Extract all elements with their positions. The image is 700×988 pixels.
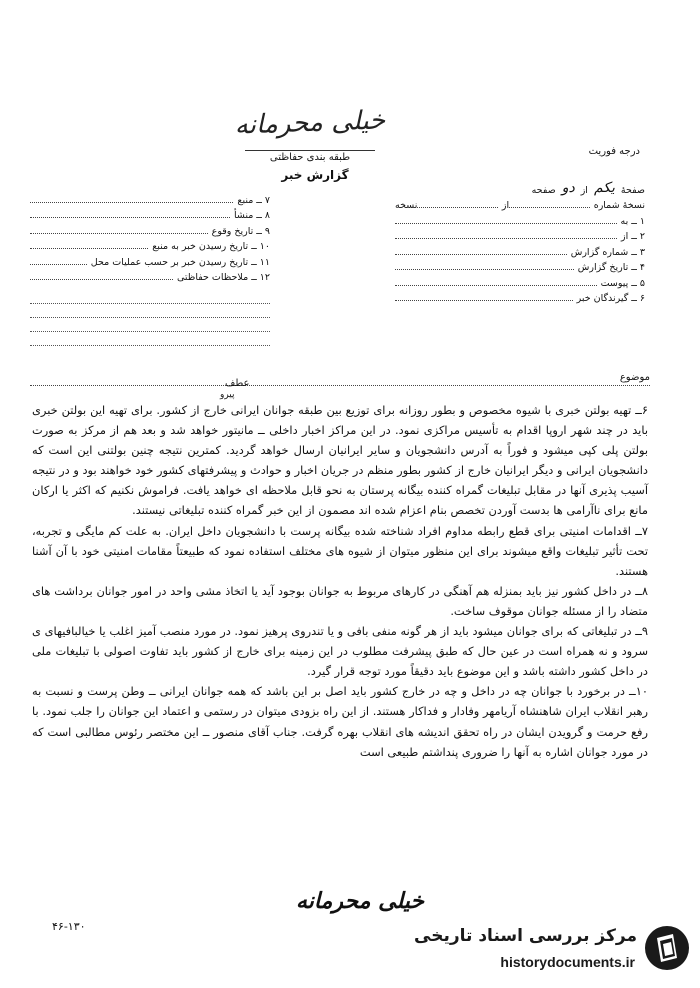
follow-up-label: پیرو xyxy=(220,390,235,400)
field-row xyxy=(30,206,270,222)
body-paragraph: ۷ــ اقدامات امنیتی برای قطع رابطه مداوم افراد شناخته شده بیگانه پرست با دانشجویان داخل ایران. به علت کم مایگی و تجربه، تحت تأثیر تبلیغات واقع میشوند برای این منظور میتوان از شیوه های مختلف استفاده نمود که طبیعتاً مقامات امنیتی خود با آن آشنا هستند. xyxy=(32,523,648,578)
field-label: ۱۲ ــ ملاحظات حفاظتی xyxy=(176,272,270,283)
blank-lines xyxy=(30,290,270,346)
field-line xyxy=(395,284,597,286)
field-row xyxy=(395,242,645,258)
classification-stamp-top: خیلی محرمانه xyxy=(234,105,386,141)
field-label: ۶ ــ گیرندگان خبر xyxy=(576,293,645,304)
body-paragraph: ۹ــ در تبلیغاتی که برای جوانان میشود باید از هر گونه منفی بافی و یا تندروی پرهیز نمود. در مورد منصب آمیز اغلب یا خیالبافیهای ی سرود و نه همراه است در عین حال که طبق پیشرفت مطلوب در این زمینه برای خارج از کشور باید تفاوت اصولی با تبلیغات ملی در داخل کشور داشته باشد و این موضوع باید دقیقاً مورد توجه قرار گیرد. xyxy=(32,624,648,679)
copy-number-row xyxy=(395,196,645,212)
field-line xyxy=(395,222,617,224)
body-paragraph: ۸ــ در داخل کشور نیز باید بمنزله هم آهنگی در کارهای مربوط به جوانان بوجود آید یا اتخاذ مشی واحد در امور جوانان برداشت های متضاد را از مسئله جوانان موقوف ساخت. xyxy=(32,583,648,618)
field-label: ۷ ــ منبع xyxy=(237,194,270,206)
field-value: دو xyxy=(561,179,575,196)
blank-line xyxy=(30,318,270,332)
subject-row xyxy=(30,372,650,386)
field-line xyxy=(30,216,230,218)
field-label: نسخه xyxy=(395,200,418,211)
field-row xyxy=(395,289,645,305)
right-header-fields xyxy=(395,180,645,304)
reference-label: عطف xyxy=(225,378,250,389)
field-line xyxy=(509,206,590,208)
field-row xyxy=(30,252,270,268)
field-row xyxy=(30,237,270,253)
field-label: ۱۰ ــ تاریخ رسیدن خبر به منبع xyxy=(152,241,270,252)
subject-label: موضوع xyxy=(619,372,650,383)
field-label: ۵ ــ پیوست xyxy=(600,277,645,289)
report-body xyxy=(32,400,648,762)
field-line xyxy=(395,253,567,255)
field-label: از xyxy=(501,200,510,211)
blank-line xyxy=(30,304,270,318)
field-row xyxy=(30,190,270,206)
left-header-fields xyxy=(30,190,270,283)
field-label: صفحهٔ xyxy=(620,184,645,196)
body-paragraph: ۶ــ تهیه بولتن خبری با شیوه مخصوص و بطور روزانه برای توزیع بین طبقه جوانان ایرانی خارج از کشور. برای تهیه این بولتن خبری باید در چند شهر اروپا اقدام به تأسیس مراکزی نمود. در این مراکز اخبار داخلی ــ مانیتور خواهد شد و بعد هم از مرکز به صورت بولتن پلی کپی میشود و فوراً به آدرس دانشجویان و سایر ایرانیان ارسال خواهد گردید. کمترین نتیجه چنین بولتنی این است که دانشجویان ایرانی و دیگر ایرانیان خارج از کشور بطور منظم در جریان اخبار و حوادث و پیشرفتهای کشور خود خواهند بود و در نتیجه آسیب پذیری آنها در مقابل تبلیغات گمراه کننده بیگانه پرستان به نحو قابل ملاحظه ای خواهد یافت. فراموش نکنیم که اکثر یا ارکان مانع برای ناآرامی ها بدست آوردن تخصص بنام اعزام شده اند مصمون از این خبر گمراه کننده تبلیغاتی نیستند. xyxy=(32,403,648,518)
report-title: گزارش خبر xyxy=(281,168,349,182)
field-row xyxy=(395,273,645,289)
field-label: ۳ ــ شماره گزارش xyxy=(570,246,645,258)
archive-logo xyxy=(414,918,695,980)
field-line xyxy=(395,268,574,270)
field-line xyxy=(395,299,573,301)
priority-label: درجه فوریت xyxy=(588,146,640,157)
field-line xyxy=(30,278,173,280)
body-paragraph: ۱۰ــ در برخورد با جوانان چه در داخل و چه در خارج کشور باید اصل بر این باشد که همه جوانان ایرانی ــ وطن پرست و نسبت به رهبر انقلاب ایران شاهنشاه آریامهر وفادار و فداکار هستند. از این راه بزودی میتوان در رستمی و اعتماد این جوانان را جلب نمود. با رفع حرمت و گرویدن ایشان در راه تحقق اندیشه های انقلاب بهره گرفت. جناب آقای منصور ــ این مختصر رئوس مطالبی است که در مورد جوانان اشاره به آنها را ضروری پنداشتم طبیعی است xyxy=(32,684,648,759)
field-label: صفحه xyxy=(531,184,556,196)
logo-text-persian: مرکز بررسی اسناد تاریخی xyxy=(414,926,637,946)
classification-stamp-bottom: خیلی محرمانه xyxy=(295,888,425,914)
field-line xyxy=(30,201,233,203)
field-label: ۲ ــ از xyxy=(621,231,645,242)
field-row xyxy=(395,211,645,227)
field-line xyxy=(30,247,148,249)
document-number: ۴۶-۱۳۰ xyxy=(52,920,86,933)
field-row xyxy=(30,268,270,284)
archive-emblem-icon xyxy=(643,924,691,972)
field-label: ۱۱ ــ تاریخ رسیدن خبر بر حسب عملیات محل xyxy=(90,256,270,268)
field-line xyxy=(395,237,617,239)
logo-text-url: historydocuments.ir xyxy=(500,954,635,970)
page-number-row xyxy=(395,180,645,196)
field-line xyxy=(417,206,498,208)
field-line xyxy=(30,232,208,234)
field-line xyxy=(30,263,87,265)
field-label: ۹ ــ تاریخ وقوع xyxy=(211,225,270,237)
field-label: ۴ ــ تاریخ گزارش xyxy=(577,262,645,273)
field-label: از xyxy=(580,184,588,196)
field-row xyxy=(395,258,645,274)
field-row xyxy=(30,221,270,237)
classification-label: طبقه بندی حفاظتی xyxy=(245,150,375,163)
field-label: ۱ ــ به xyxy=(620,215,645,227)
blank-line xyxy=(30,332,270,346)
blank-line xyxy=(30,290,270,304)
field-row xyxy=(395,227,645,243)
field-value: یکم xyxy=(593,179,615,196)
field-label: نسخهٔ شماره xyxy=(593,200,645,211)
field-label: ۸ ــ منشأ xyxy=(233,210,270,221)
